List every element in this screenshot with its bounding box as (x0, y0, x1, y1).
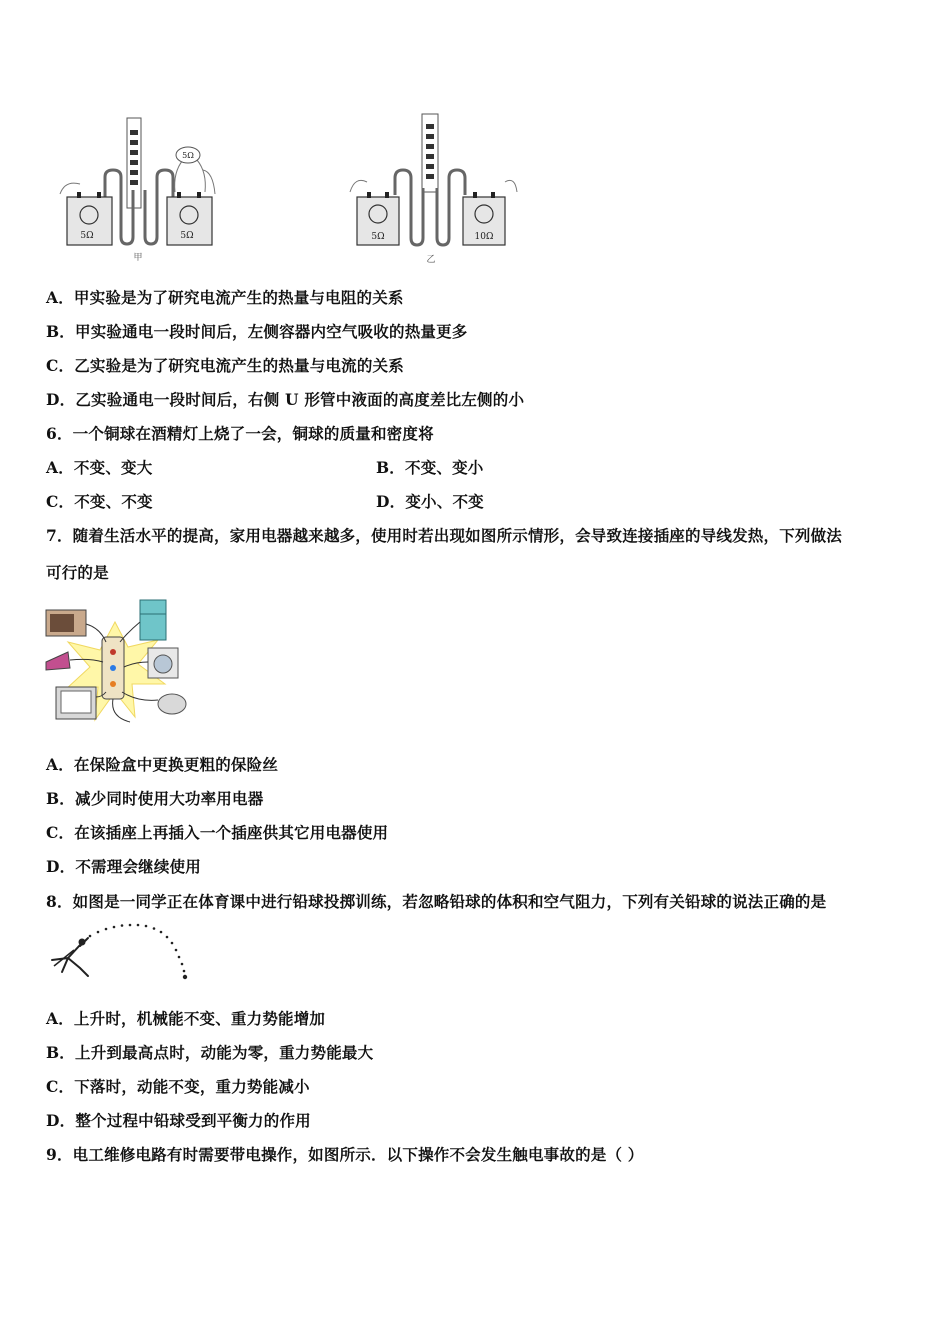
q7-option-a: A．在保险盒中更换更粗的保险丝 (46, 755, 279, 774)
figure-caption: 乙 (426, 255, 436, 265)
q6-option-c: C．不变、不变 (46, 492, 153, 511)
q6-stem: 6．一个铜球在酒精灯上烧了一会，铜球的质量和密度将 (46, 424, 434, 443)
figure-yi (345, 110, 525, 270)
q8-stem: 8．如图是一同学正在体育课中进行铅球投掷训练，若忽略铅球的体积和空气阻力，下列有关铅球的说法正确的是 (46, 892, 827, 911)
parallel-resistor-label: 5Ω (182, 151, 194, 160)
q5-option-a: A．甲实验是为了研究电流产生的热量与电阻的关系 (46, 288, 404, 307)
figure-jia (55, 112, 225, 267)
figure-caption: 甲 (133, 253, 143, 263)
right-resistor-label: 5Ω (180, 231, 194, 241)
shot-put-figure (44, 920, 204, 984)
right-resistor-label: 10Ω (474, 232, 494, 242)
q5-option-d: D．乙实验通电一段时间后，右侧 U 形管中液面的高度差比左侧的小 (46, 390, 525, 409)
q5-option-b: B．甲实验通电一段时间后，左侧容器内空气吸收的热量更多 (46, 322, 468, 341)
q7-stem-line1: 7．随着生活水平的提高，家用电器越来越多，使用时若出现如图所示情形，会导致连接插座的导线发热，下列做法 (46, 526, 842, 545)
q6-option-d: D．变小、不变 (376, 492, 484, 511)
q6-option-b: B．不变、变小 (376, 458, 484, 477)
q7-option-d: D．不需理会继续使用 (46, 857, 201, 876)
q9-stem: 9．电工维修电路有时需要带电操作，如图所示．以下操作不会发生触电事故的是（ ） (46, 1145, 644, 1164)
overloaded-socket-figure (40, 592, 195, 734)
left-resistor-label: 5Ω (371, 232, 385, 242)
left-resistor-label: 5Ω (80, 231, 94, 241)
q5-option-c: C．乙实验是为了研究电流产生的热量与电流的关系 (46, 356, 404, 375)
q8-option-d: D．整个过程中铅球受到平衡力的作用 (46, 1111, 311, 1130)
q8-option-c: C．下落时，动能不变，重力势能减小 (46, 1077, 310, 1096)
q7-option-b: B．减少同时使用大功率用电器 (46, 789, 264, 808)
q8-option-a: A．上升时，机械能不变、重力势能增加 (46, 1009, 326, 1028)
q7-option-c: C．在该插座上再插入一个插座供其它用电器使用 (46, 823, 389, 842)
q8-option-b: B．上升到最高点时，动能为零，重力势能最大 (46, 1043, 374, 1062)
q7-stem-line2: 可行的是 (46, 563, 109, 582)
q6-option-a: A．不变、变大 (46, 458, 153, 477)
